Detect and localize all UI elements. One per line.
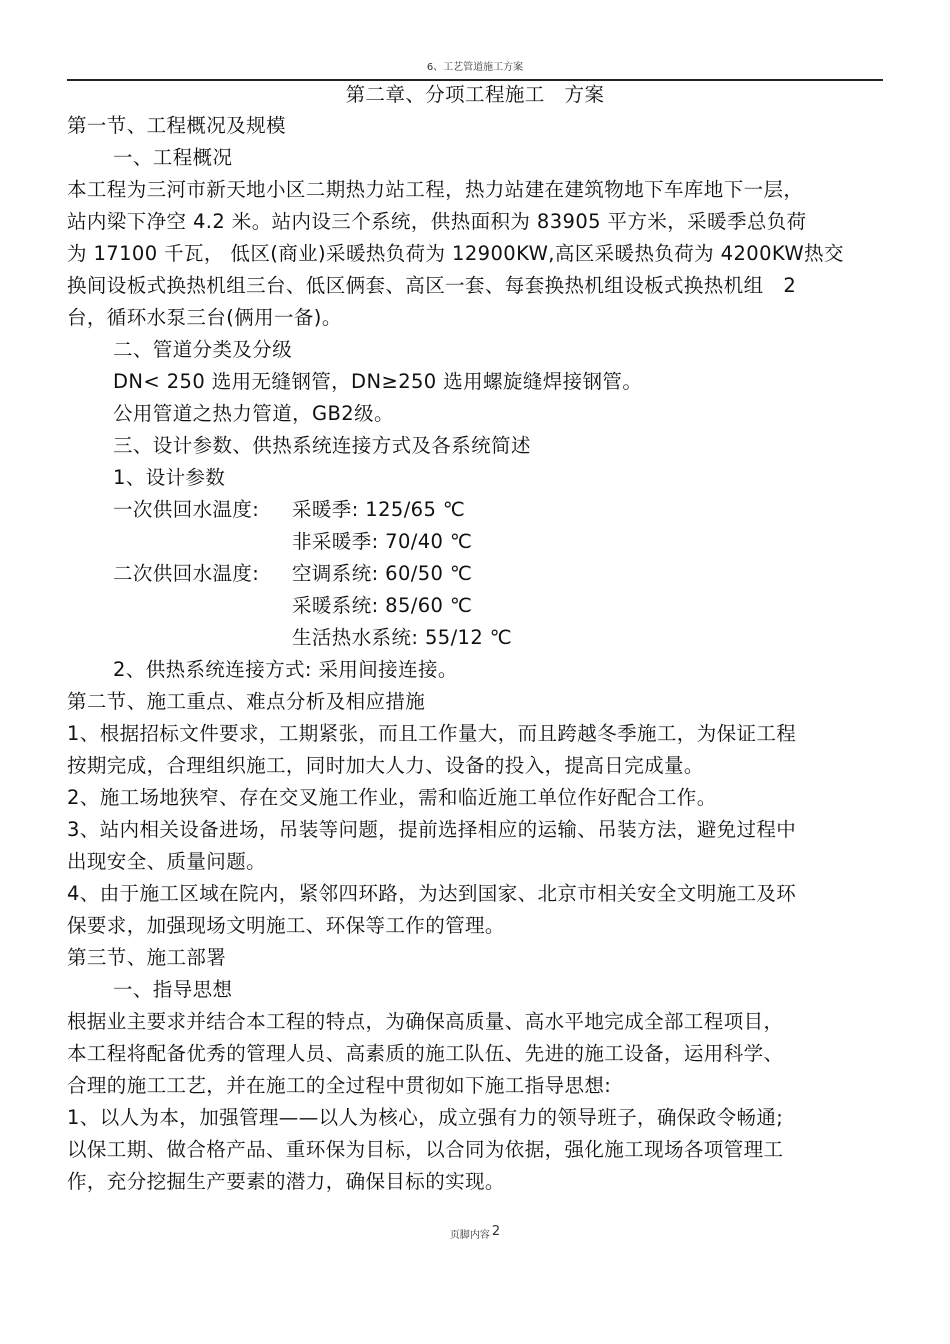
body-line: 合理的施工工艺，并在施工的全过程中贯彻如下施工指导思想: bbox=[67, 1074, 612, 1097]
param-value: 采暖系统: 85/60 ℃ bbox=[292, 594, 473, 617]
header-rule bbox=[67, 79, 883, 81]
subsection-heading: 二、管道分类及分级 bbox=[113, 338, 293, 361]
section-heading: 第三节、施工部署 bbox=[67, 946, 227, 969]
page-number: 2 bbox=[491, 1224, 501, 1239]
body-line: 为 17100 千瓦， 低区(商业)采暖热负荷为 12900KW,高区采暖热负荷为 4200KW热交 bbox=[67, 242, 844, 265]
body-line: 站内梁下净空 4.2 米。站内设三个系统，供热面积为 83905 平方米，采暖季总负荷 bbox=[67, 210, 807, 233]
footer-label: 页脚内容 bbox=[449, 1230, 490, 1241]
body-line: 以保工期、做合格产品、重环保为目标，以合同为依据，强化施工现场各项管理工 bbox=[67, 1138, 784, 1161]
body-line: 按期完成，合理组织施工，同时加大人力、设备的投入，提高日完成量。 bbox=[67, 754, 704, 777]
param-value: 空调系统: 60/50 ℃ bbox=[292, 562, 473, 585]
subsection-heading: 1、设计参数 bbox=[113, 466, 226, 489]
body-line: 1、以人为本，加强管理——以人为核心，成立强有力的领导班子，确保政令畅通; bbox=[67, 1106, 784, 1129]
param-value: 非采暖季: 70/40 ℃ bbox=[292, 530, 473, 553]
param-value: 生活热水系统: 55/12 ℃ bbox=[292, 626, 513, 649]
body-line: 3、站内相关设备进场，吊装等问题，提前选择相应的运输、吊装方法，避免过程中 bbox=[67, 818, 797, 841]
subsection-heading: 一、工程概况 bbox=[113, 146, 233, 169]
body-line: 保要求，加强现场文明施工、环保等工作的管理。 bbox=[67, 914, 505, 937]
chapter-title: 第二章、分项工程施工 方案 bbox=[345, 83, 605, 106]
section-heading: 第一节、工程概况及规模 bbox=[67, 114, 286, 137]
body-line: 作，充分挖掘生产要素的潜力，确保目标的实现。 bbox=[67, 1170, 505, 1193]
page-header: 6、工艺管道施工方案 bbox=[426, 62, 524, 73]
body-line: 4、由于施工区域在院内，紧邻四环路，为达到国家、北京市相关安全文明施工及环 bbox=[67, 882, 797, 905]
body-line: 本工程将配备优秀的管理人员、高素质的施工队伍、先进的施工设备，运用科学、 bbox=[67, 1042, 784, 1065]
subsection-heading: 一、指导思想 bbox=[113, 978, 233, 1001]
page-footer bbox=[0, 1226, 950, 1242]
section-heading: 第二节、施工重点、难点分析及相应措施 bbox=[67, 690, 426, 713]
body-line: 台，循环水泵三台(俩用一备)。 bbox=[67, 306, 342, 329]
body-line: 本工程为三河市新天地小区二期热力站工程，热力站建在建筑物地下车库地下一层， bbox=[67, 178, 804, 201]
param-label: 一次供回水温度: bbox=[113, 498, 260, 521]
subsection-heading: 三、设计参数、供热系统连接方式及各系统简述 bbox=[113, 434, 531, 457]
param-label: 二次供回水温度: bbox=[113, 562, 260, 585]
body-line: 根据业主要求并结合本工程的特点，为确保高质量、高水平地完成全部工程项目， bbox=[67, 1010, 784, 1033]
body-line: DN< 250 选用无缝钢管，DN≥250 选用螺旋缝焊接钢管。 bbox=[113, 370, 643, 393]
body-line: 2、供热系统连接方式: 采用间接连接。 bbox=[113, 658, 458, 681]
body-line: 1、根据招标文件要求，工期紧张，而且工作量大，而且跨越冬季施工，为保证工程 bbox=[67, 722, 797, 745]
body-line: 公用管道之热力管道，GB2级。 bbox=[113, 402, 394, 425]
body-line: 换间设板式换热机组三台、低区俩套、高区一套、每套换热机组设板式换热机组 2 bbox=[67, 274, 797, 297]
body-line: 出现安全、质量问题。 bbox=[67, 850, 267, 873]
body-line: 2、施工场地狭窄、存在交叉施工作业，需和临近施工单位作好配合工作。 bbox=[67, 786, 717, 809]
param-value: 采暖季: 125/65 ℃ bbox=[292, 498, 466, 521]
